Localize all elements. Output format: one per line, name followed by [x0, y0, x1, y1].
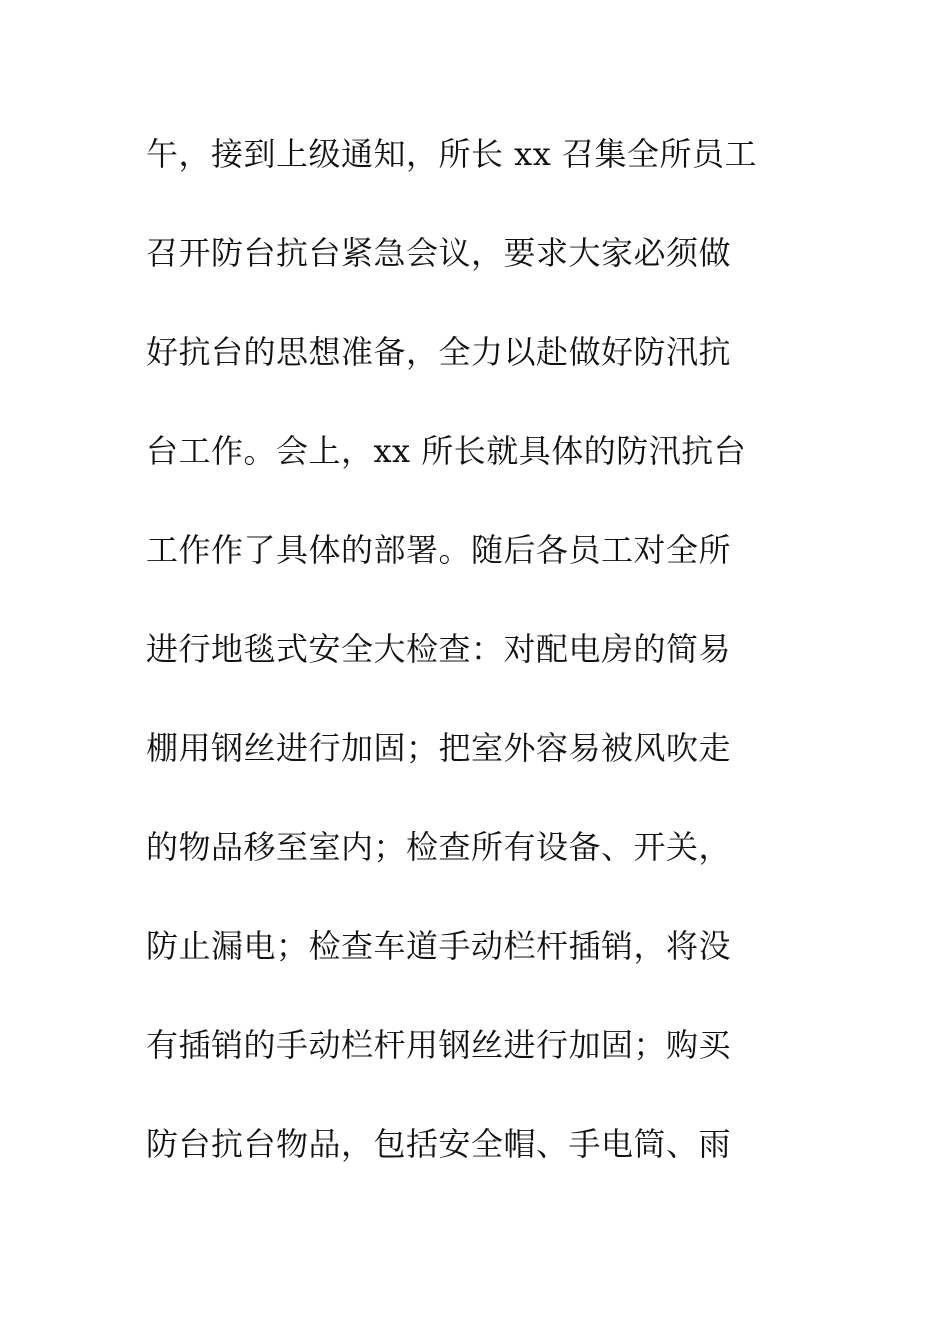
- text-line: 棚用钢丝进行加固；把室外容易被风吹走: [146, 729, 732, 767]
- text-line: 进行地毯式安全大检查：对配电房的简易: [146, 630, 732, 668]
- text-line: 有插销的手动栏杆用钢丝进行加固；购买: [146, 1026, 732, 1064]
- text-line: 的物品移至室内；检查所有设备、开关，: [146, 828, 732, 866]
- text-line: 工作作了具体的部署。随后各员工对全所: [146, 531, 732, 569]
- text-line: 防止漏电；检查车道手动栏杆插销，将没: [146, 927, 732, 965]
- text-line: 午，接到上级通知，所长 xx 召集全所员工: [146, 135, 757, 173]
- text-line: 台工作。会上，xx 所长就具体的防汛抗台: [146, 432, 747, 470]
- body-text: [146, 130, 806, 1219]
- text-line: 防台抗台物品，包括安全帽、手电筒、雨: [146, 1125, 732, 1163]
- text-line: 好抗台的思想准备，全力以赴做好防汛抗: [146, 333, 732, 371]
- text-line: 召开防台抗台紧急会议，要求大家必须做: [146, 234, 732, 272]
